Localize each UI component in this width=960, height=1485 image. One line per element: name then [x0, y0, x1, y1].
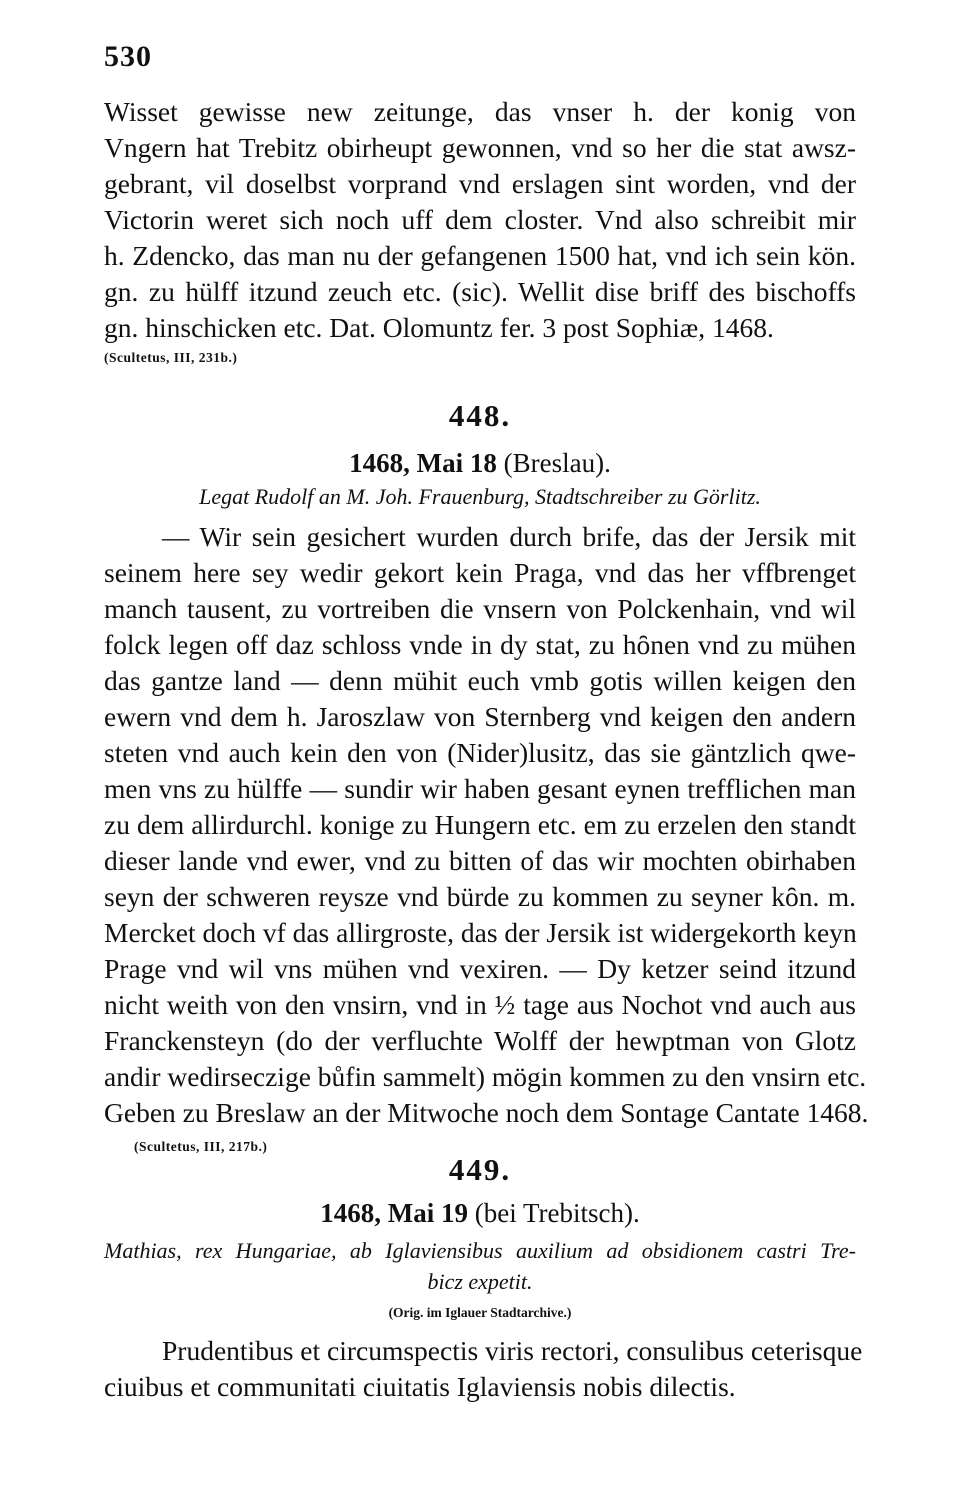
letter-body	[104, 519, 869, 1155]
text-line: Prage vnd wil vns mühen vnd vexiren. — Dy ketzer seind itzund	[104, 953, 856, 984]
document-place: (Breslau).	[503, 448, 611, 478]
text-line: Mercket doch vf das allirgroste, das der Jersik ist widergekorth keyn	[104, 917, 857, 948]
regest-line: bicz expetit.	[427, 1269, 533, 1294]
text-line: Wisset gewisse new zeitunge, das vnser h. der konig von	[104, 96, 856, 127]
text-line: Prudentibus et circumspectis viris rectori, consulibus ceterisque	[162, 1335, 863, 1366]
text-line: steten vnd auch kein den von (Nider)lusitz, das sie gäntzlich qwe-	[104, 737, 856, 768]
regest-line: Mathias, rex Hungariae, ab Iglaviensibus auxilium ad obsidionem castri Tre-	[104, 1238, 856, 1263]
text-line: seinem here sey wedir gekort kein Praga, vnd das her vffbrenget	[104, 557, 856, 588]
text-line: Victorin weret sich noch uff dem closter. Vnd also schreibit mir	[104, 204, 856, 235]
date-line	[0, 448, 960, 479]
document-number: 448.	[448, 398, 512, 433]
continued-letter	[104, 94, 856, 366]
text-line: ciuibus et communitati ciuitatis Iglaviensis nobis dilectis.	[104, 1371, 736, 1402]
text-line: das gantze land — denn mühit euch vmb gotis willen keigen den	[104, 665, 856, 696]
document-date: 1468, Mai 18	[349, 448, 497, 478]
source-citation: (Orig. im Iglauer Stadtarchive.)	[388, 1305, 572, 1320]
text-line: manch tausent, zu vortreiben die vnsern von Polckenhain, vnd wil	[104, 593, 856, 624]
text-line: zu dem allirdurchl. konige zu Hungern etc. em zu erzelen den standt	[104, 809, 856, 840]
text-line: andir wedirseczige bůfin sammelt) mögin kommen zu den vnsirn etc.	[104, 1061, 867, 1092]
date-line	[0, 1198, 960, 1229]
text-line: — Wir sein gesichert wurden durch brife, das der Jersik mit	[162, 521, 856, 552]
text-line: gn. hinschicken etc. Dat. Olomuntz fer. 3 post Sophiæ, 1468.	[104, 312, 774, 343]
text-line: Geben zu Breslaw an der Mitwoche noch dem Sontage Cantate 1468.	[104, 1097, 869, 1128]
text-line: dieser lande vnd ewer, vnd zu bitten of das wir mochten obirhaben	[104, 845, 856, 876]
regest	[104, 1235, 856, 1297]
text-line: gn. zu hülff itzund zeuch etc. (sic). Wellit dise briff des bischoffs	[104, 276, 856, 307]
document-date: 1468, Mai 19	[320, 1198, 468, 1228]
text-line: ewern vnd dem h. Jaroszlaw von Sternberg vnd keigen den andern	[104, 701, 856, 732]
regest: Legat Rudolf an M. Joh. Frauenburg, Stadtschreiber zu Görlitz.	[199, 484, 761, 509]
text-line: gebrant, vil doselbst vorprand vnd erslagen sint worden, vnd der	[104, 168, 856, 199]
document-place: (bei Trebitsch).	[474, 1198, 640, 1228]
text-line: Franckensteyn (do der verfluchte Wolff der hewptman von Glotz	[104, 1025, 856, 1056]
page-number: 530	[104, 40, 152, 73]
document-number: 449.	[448, 1152, 512, 1187]
text-line: Vngern hat Trebitz obirheupt gewonnen, vnd so her die stat awsz-	[104, 132, 856, 163]
letter-address	[104, 1333, 863, 1405]
source-citation: (Scultetus, III, 231b.)	[104, 350, 238, 365]
text-line: h. Zdencko, das man nu der gefangenen 1500 hat, vnd ich sein kön.	[104, 240, 856, 271]
text-line: folck legen off daz schloss vnde in dy stat, zu hȏnen vnd zu mühen	[104, 629, 856, 660]
text-line: nicht weith von den vnsirn, vnd in ½ tage aus Nochot vnd auch aus	[104, 989, 856, 1020]
text-line: seyn der schweren reysze vnd bürde zu kommen zu seyner kȏn. m.	[104, 881, 856, 912]
source-citation: (Scultetus, III, 217b.)	[134, 1139, 268, 1154]
text-line: men vns zu hülffe — sundir wir haben gesant eynen trefflichen man	[104, 773, 856, 804]
